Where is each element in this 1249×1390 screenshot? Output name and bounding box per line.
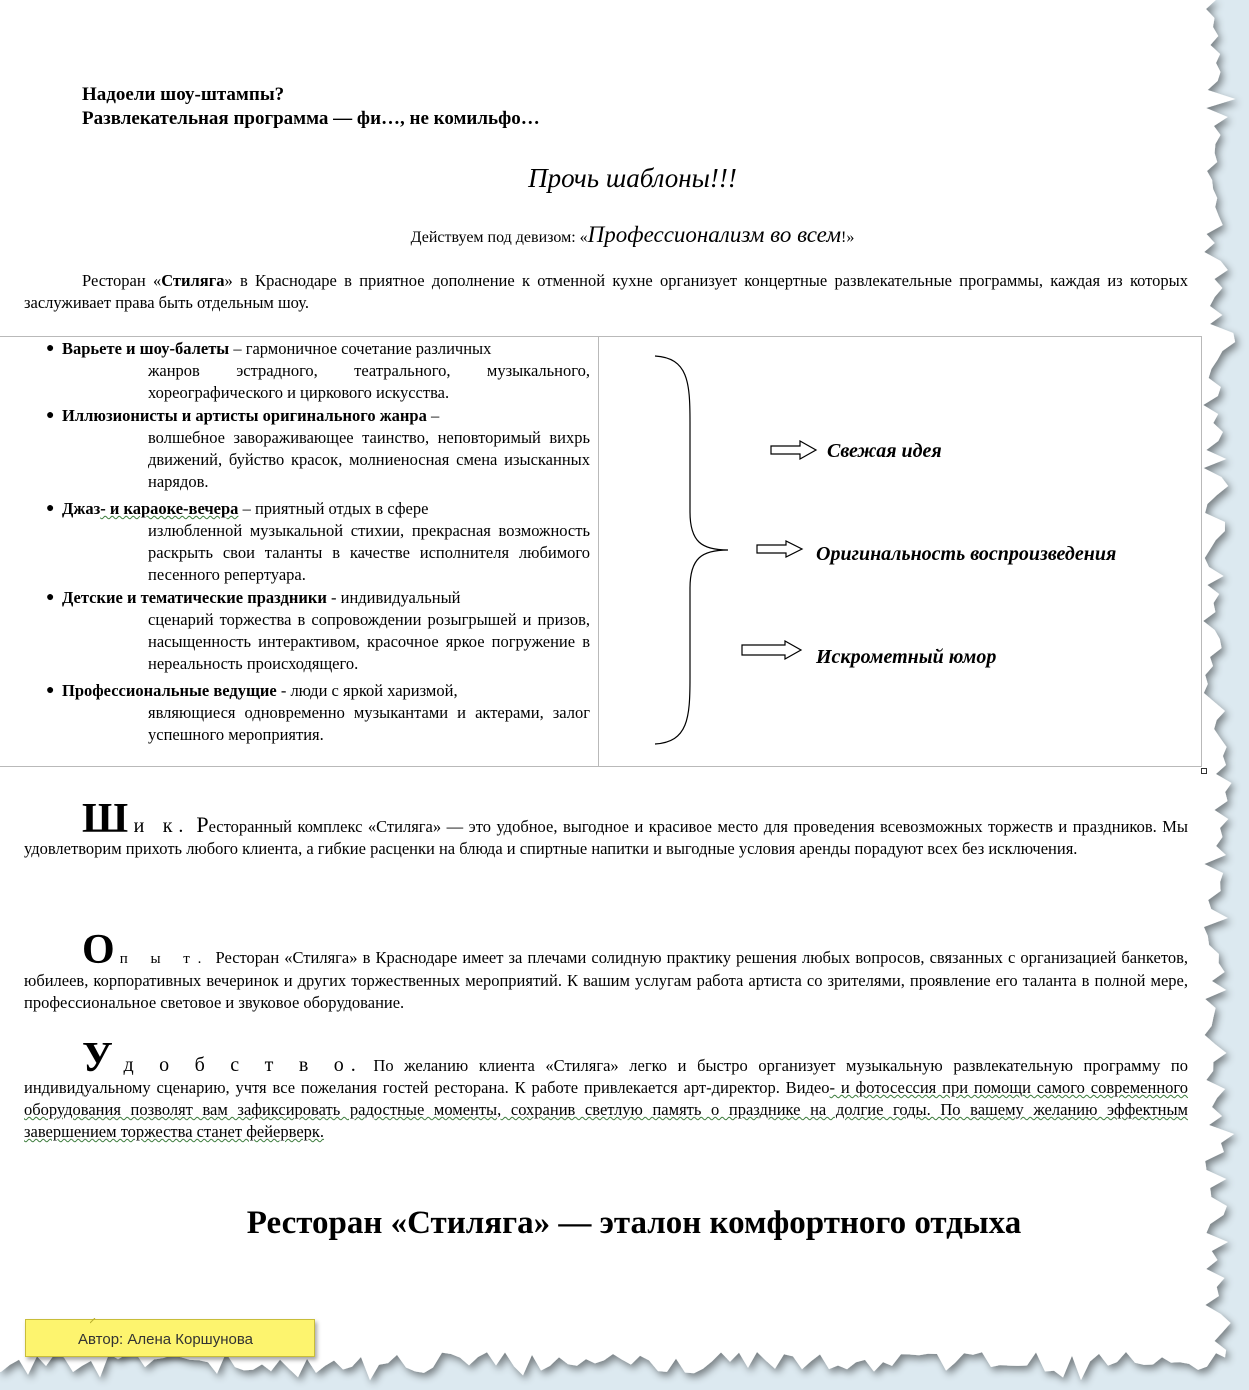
intro-text-after: » в Краснодаре в приятное дополнение к отменной кухне организует концертные развлекательные программы, каждая из которых заслуживает права быть отдельным шоу. bbox=[24, 271, 1188, 312]
service-separator: – bbox=[229, 339, 246, 358]
feature-fresh-idea: Свежая идея bbox=[827, 440, 942, 462]
section-opyt bbox=[24, 927, 1188, 1014]
slogan: Прочь шаблоны!!! bbox=[528, 163, 737, 193]
header-line-1: Надоели шоу-штампы? bbox=[82, 84, 285, 105]
motto bbox=[0, 222, 1249, 248]
service-desc: являющиеся одновременно музыкантами и актерами, залог успешного мероприятия. bbox=[148, 703, 590, 744]
service-desc-first: люди с яркой харизмой, bbox=[290, 681, 458, 700]
bullet-icon: ● bbox=[46, 408, 55, 423]
drop-cap: У bbox=[82, 1035, 113, 1081]
section-text: По желанию клиента «Стиляга» легко и быстро организует музыкальную развлекательную программу по индивидуальному сценарию, учтя все пожелания гостей ресторана. К работе привлекается арт-директор. Видео bbox=[24, 1056, 1189, 1097]
service-desc: излюбленной музыкальной стихии, прекрасная возможность раскрыть свои таланты в качестве исполнителя любимого песенного репертуара. bbox=[148, 521, 590, 584]
motto-prefix: Действуем под девизом: « bbox=[410, 229, 588, 246]
section-text-marked: - и фотосессия при помощи самого современного оборудования позволят вам зафиксировать радостные моменты, сохранив светлую память о празднике на долгие годы. По вашему желанию эффектным завершением торжества станет фейерверк. bbox=[24, 1078, 1189, 1141]
bullet-icon: ● bbox=[46, 341, 55, 356]
service-name-part-b: - и караоке-вечера bbox=[100, 499, 239, 518]
feature-originality: Оригинальность воспроизведения bbox=[816, 543, 1117, 565]
service-desc: сценарий торжества в сопровождении розыгрышей и призов, насыщенность интерактивом, красочное яркое погружение в нереальность происходящего. bbox=[148, 610, 590, 673]
table-cell-divider bbox=[598, 337, 599, 766]
note-fold-mark bbox=[90, 1318, 96, 1324]
service-name: Профессиональные ведущие bbox=[62, 681, 277, 700]
motto-suffix: !» bbox=[841, 229, 855, 246]
service-name bbox=[62, 499, 238, 518]
spaced-heading: д о б с т в о. bbox=[123, 1054, 363, 1076]
intro-text-before: Ресторан « bbox=[82, 271, 162, 290]
closing-heading: Ресторан «Стиляга» — эталон комфортного отдыха bbox=[246, 1205, 1022, 1241]
table-right-border bbox=[1201, 337, 1202, 766]
author-sticky-note: Автор: Алена Коршунова bbox=[25, 1319, 315, 1357]
service-separator: - bbox=[326, 588, 341, 607]
section-shik bbox=[24, 796, 1188, 860]
feature-humor: Искрометный юмор bbox=[816, 646, 997, 668]
service-item bbox=[46, 587, 590, 675]
header-line-2: Развлекательная программа — фи…, не комильфо… bbox=[82, 108, 540, 129]
intro-restaurant-name: Стиляга bbox=[161, 271, 225, 290]
service-name-part-a: Джаз bbox=[62, 499, 101, 518]
bullet-icon: ● bbox=[46, 501, 55, 516]
spaced-heading: и к. bbox=[133, 815, 190, 837]
service-name: Иллюзионисты и артисты оригинального жанра bbox=[62, 406, 427, 425]
bullet-icon: ● bbox=[46, 683, 55, 698]
service-name: Варьете и шоу-балеты bbox=[62, 339, 230, 358]
service-item bbox=[46, 338, 590, 404]
drop-cap: О bbox=[82, 927, 115, 973]
service-desc: волшебное завораживающее таинство, неповторимый вихрь движений, буйство красок, молниеносная смена изысканных нарядов. bbox=[148, 428, 590, 491]
intro-paragraph bbox=[24, 270, 1188, 314]
arrow-right-icon bbox=[741, 640, 803, 660]
section-udobstvo bbox=[24, 1035, 1189, 1143]
service-item bbox=[46, 498, 590, 586]
service-desc: жанров эстрадного, театрального, музыкального, хореографического и циркового искусства. bbox=[148, 361, 590, 402]
service-separator: – bbox=[238, 499, 255, 518]
curly-brace bbox=[650, 352, 740, 752]
spaced-heading: п ы т. bbox=[119, 951, 211, 967]
service-separator: - bbox=[276, 681, 291, 700]
service-desc-first: гармоничное сочетание различных bbox=[245, 339, 492, 358]
service-item bbox=[46, 405, 590, 493]
bullet-icon: ● bbox=[46, 590, 55, 605]
service-item bbox=[46, 680, 590, 746]
section-first-letter: Р bbox=[189, 812, 209, 837]
arrow-right-icon bbox=[756, 540, 804, 560]
table-resize-handle[interactable] bbox=[1201, 768, 1207, 774]
service-name: Детские и тематические праздники bbox=[62, 588, 327, 607]
drop-cap: Ш bbox=[82, 796, 129, 842]
service-separator: – bbox=[426, 406, 440, 425]
section-text: Ресторан «Стиляга» в Краснодаре имеет за плечами солидную практику решения любых вопросов, связанных с организацией банкетов, юбилеев, корпоративных вечеринок и других торжественных мероприятий. К вашим услугам работа артиста со зрителями, проявление его таланта в полной мере, профессиональное световое и звуковое оборудование. bbox=[24, 948, 1188, 1012]
service-desc-first: приятный отдых в сфере bbox=[254, 499, 429, 518]
section-text: есторанный комплекс «Стиляга» — это удобное, выгодное и красивое место для проведения всевозможных торжеств и праздников. Мы удовлетворим прихоть любого клиента, а гибкие расценки на блюда и спиртные напитки и выгодные условия аренды порадуют всех без исключения. bbox=[24, 817, 1188, 858]
arrow-right-icon bbox=[770, 440, 818, 460]
service-desc-first: индивидуальный bbox=[340, 588, 461, 607]
motto-emphasis: Профессионализм во всем bbox=[587, 222, 841, 247]
